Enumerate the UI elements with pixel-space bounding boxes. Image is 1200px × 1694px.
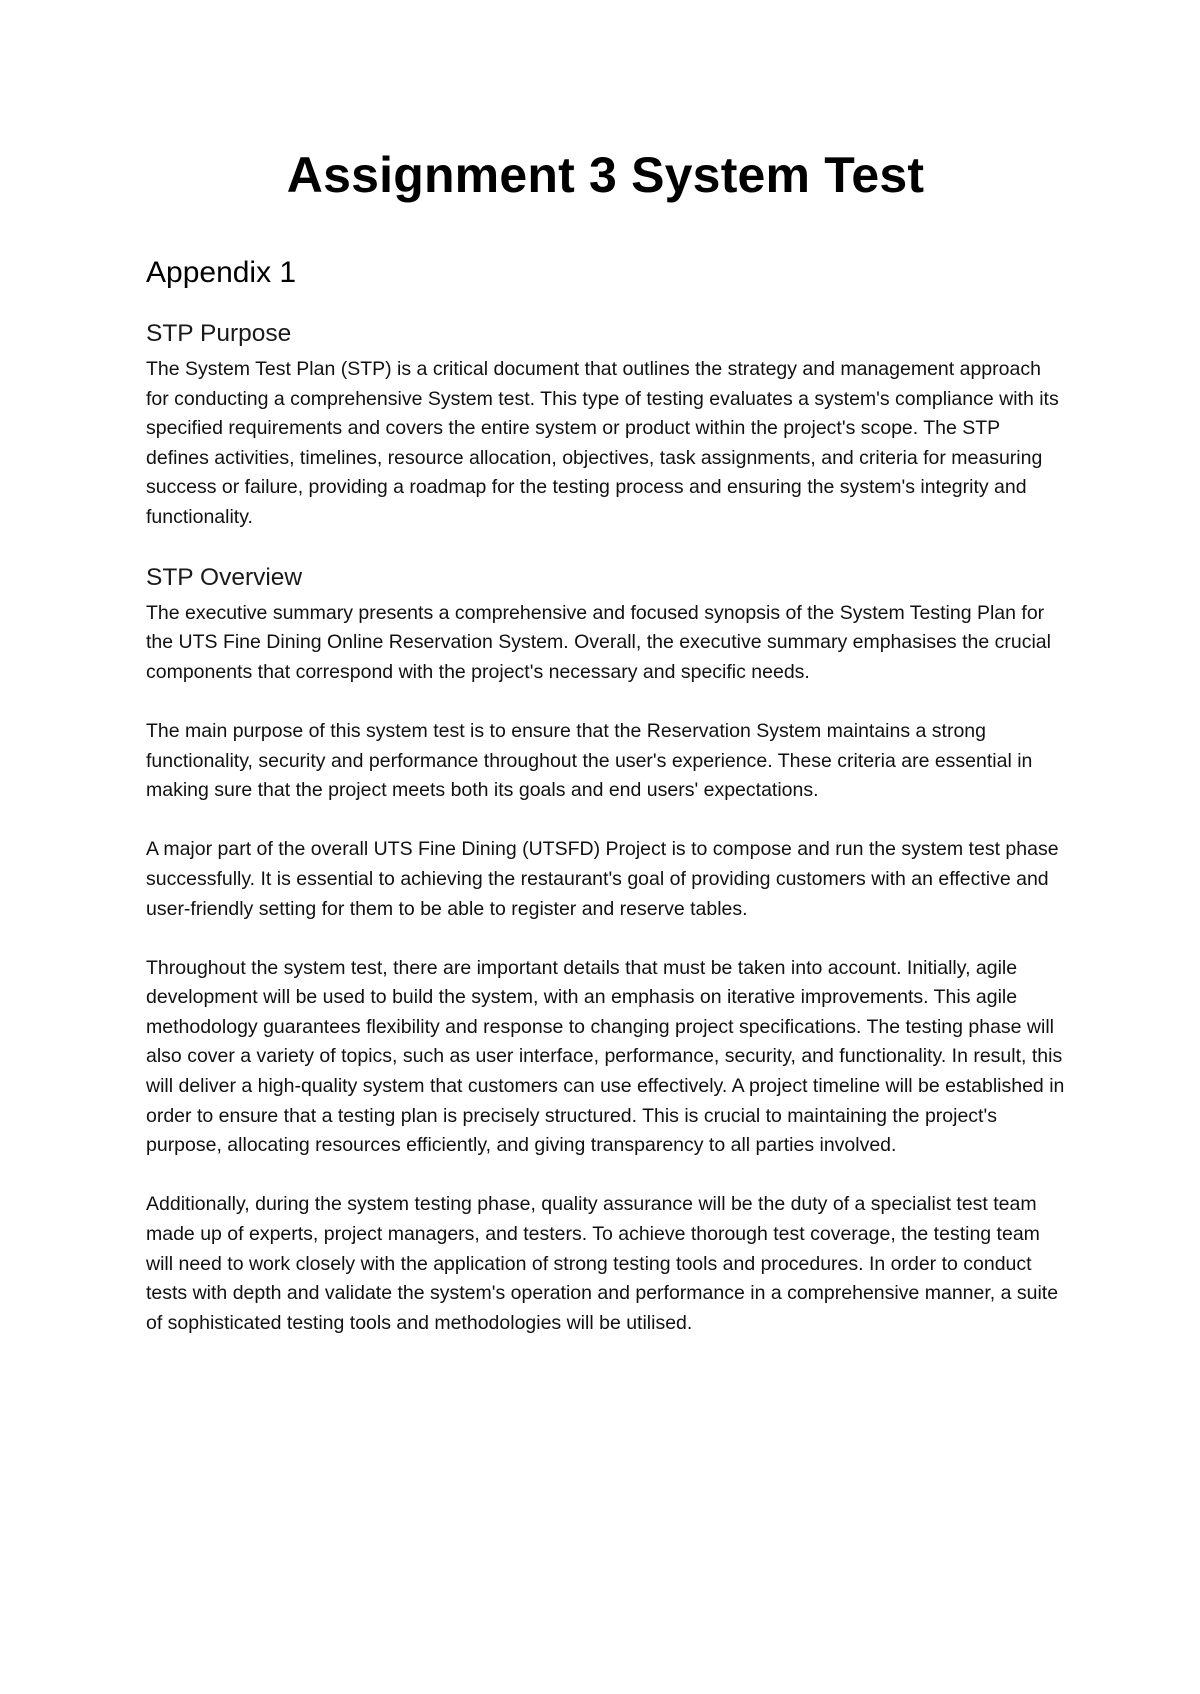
section-heading: STP Overview (146, 563, 303, 591)
paragraph: Throughout the system test, there are important details that must be taken into account. Initially, agile development will be used to build the system, with an emphasis on iterative improvements. This agile methodology guarantees flexibility and response to changing project specifications. The testing phase will also cover a variety of topics, such as user interface, performance, security, and functionality. In result, this will deliver a high-quality system that customers can use effectively. A project timeline will be established in order to ensure that a testing plan is precisely structured. This is crucial to maintaining the project's purpose, allocating resources efficiently, and giving transparency to all parties involved. (146, 956, 1065, 1157)
section-stp-purpose (146, 317, 1065, 533)
section-stp-overview (146, 561, 1065, 1339)
document-title: Assignment 3 System Test (286, 147, 925, 203)
paragraph: Additionally, during the system testing phase, quality assurance will be the duty of a specialist test team made up of experts, project managers, and testers. To achieve thorough test coverage, the testing team will need to work closely with the application of strong testing tools and procedures. In order to conduct tests with depth and validate the system's operation and performance in a comprehensive manner, a suite of sophisticated testing tools and methodologies will be utilised. (146, 1193, 1059, 1334)
paragraph: The System Test Plan (STP) is a critical document that outlines the strategy and management approach for conducting a comprehensive System test. This type of testing evaluates a system's compliance with its specified requirements and covers the entire system or product within the project's scope. The STP defines activities, timelines, resource allocation, objectives, task assignments, and criteria for measuring success or failure, providing a roadmap for the testing process and ensuring the system's integrity and functionality. (146, 358, 1059, 528)
paragraph: A major part of the overall UTS Fine Dining (UTSFD) Project is to compose and run the system test phase successfully. It is essential to achieving the restaurant's goal of providing customers with an effective and user-friendly setting for them to be able to register and reserve tables. (146, 838, 1059, 920)
appendix-heading: Appendix 1 (146, 256, 297, 289)
paragraph: The main purpose of this system test is to ensure that the Reservation System maintains a strong functionality, security and performance throughout the user's experience. These criteria are essential in making sure that the project meets both its goals and end users' expectations. (146, 719, 1033, 802)
section-heading: STP Purpose (146, 320, 292, 347)
paragraph: The executive summary presents a comprehensive and focused synopsis of the System Testing Plan for the UTS Fine Dining Online Reservation System. Overall, the executive summary emphasises the crucial components that correspond with the project's necessary and specific needs. (146, 601, 1051, 683)
